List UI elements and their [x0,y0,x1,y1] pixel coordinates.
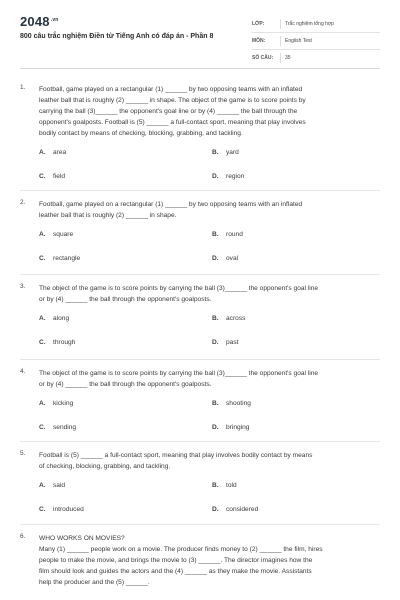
question-number: 3. [20,283,26,290]
meta-row-count [252,50,380,66]
option-letter: D. [212,255,219,262]
question-text: The object of the game is to score points by carrying the ball (3)______ the opponent's goal line or by (4) ______ the ball through the opponent's goalposts. [39,285,319,303]
option-letter: D. [212,339,219,346]
option-text: oval [226,255,239,262]
meta-table [252,16,380,66]
option-letter: B. [212,315,219,322]
option-text: square [53,231,74,238]
option-letter: D. [212,506,219,513]
question-4 [20,368,380,440]
option-b[interactable] [212,482,237,489]
meta-separator [280,36,281,46]
option-a[interactable] [39,315,69,322]
option-text: considered [226,506,259,513]
meta-separator [280,53,281,63]
option-text: introduced [53,506,84,513]
question-6 [20,533,380,588]
option-letter: B. [212,482,219,489]
options [39,400,380,440]
option-c[interactable] [39,506,84,513]
question-number: 6. [20,533,26,540]
option-d[interactable] [212,506,258,513]
option-text: past [226,339,239,346]
option-letter: C. [39,173,46,180]
option-text: field [53,173,66,180]
option-text: said [53,482,66,489]
option-text: bringing [226,424,250,431]
question-divider [20,524,380,525]
option-letter: C. [39,506,46,513]
option-c[interactable] [39,255,80,262]
question-1 [20,84,380,189]
brand-name: 2048 [20,14,50,29]
question-number: 1. [20,84,26,91]
option-letter: B. [212,231,219,238]
option-letter: A. [39,482,46,489]
option-letter: C. [39,255,46,262]
question-divider [20,274,380,275]
option-text: area [53,149,67,156]
option-text: sending [53,424,77,431]
question-text: Football is (5) ______ a full-contact sport, meaning that play involves bodily contact by means of checking, blocking, grabbing, and tackling. [39,452,313,470]
option-text: shooting [226,400,251,407]
meta-value: 35 [285,55,291,61]
meta-value: English Test [285,38,312,44]
question-2 [20,199,380,271]
option-b[interactable] [212,149,239,156]
options [39,482,380,522]
option-c[interactable] [39,339,75,346]
question-number: 5. [20,450,26,457]
option-letter: A. [39,231,46,238]
question-text: WHO WORKS ON MOVIES? Many (1) ______ people work on a movie. The producer finds money to (2) ______ the film, hires people to make the movie, and brings the movie to (3) ______. The director imagines how the film should look and guides the actors and the (4) ______ as they make the movie. Assistants help the producer and the (5) ______. [39,535,323,586]
option-letter: C. [39,339,46,346]
meta-separator [280,19,281,29]
question-text: Football, game played on a rectangular (1) ______ by two opposing teams with an inflated leather ball that is roughly (2) ______ in shape. [39,201,303,219]
option-letter: A. [39,400,46,407]
option-text: told [226,482,237,489]
option-letter: B. [212,149,219,156]
option-a[interactable] [39,482,65,489]
question-divider [20,441,380,442]
option-text: along [53,315,70,322]
option-b[interactable] [212,315,245,322]
option-a[interactable] [39,400,73,407]
option-letter: A. [39,315,46,322]
option-d[interactable] [212,173,244,180]
option-letter: C. [39,424,46,431]
option-text: region [226,173,245,180]
meta-key: SỐ CÂU: [252,55,274,61]
meta-row-class [252,16,380,33]
option-letter: B. [212,400,219,407]
option-d[interactable] [212,255,238,262]
meta-row-subject [252,33,380,50]
option-text: through [53,339,76,346]
meta-key: LỚP: [252,21,265,27]
question-number: 4. [20,368,26,375]
options [39,315,380,355]
option-text: kicking [53,400,74,407]
header-divider [20,68,380,69]
question-5 [20,450,380,522]
option-b[interactable] [212,400,251,407]
option-text: yard [226,149,239,156]
options [39,231,380,271]
option-d[interactable] [212,424,249,431]
option-a[interactable] [39,231,73,238]
question-text: Football, game played on a rectangular (1) ______ by two opposing teams with an inflated leather ball that is roughly (2) ______ in shape. The object of the game is to score points by carrying the ball (3)______ the opponent's goal line or by (4) ______ the ball through the opponent's goalposts. Football is (5) ______ a full-contact sport, meaning that play involves bodily contact by means of checking, blocking, grabbing, and tackling. [39,86,306,137]
option-text: rectangle [53,255,81,262]
option-c[interactable] [39,424,76,431]
option-letter: A. [39,149,46,156]
option-text: round [226,231,243,238]
options [39,149,380,189]
question-divider [20,190,380,191]
meta-key: MÔN: [252,38,266,44]
question-3 [20,283,380,355]
option-d[interactable] [212,339,238,346]
option-letter: D. [212,424,219,431]
brand-logo[interactable] [20,14,59,29]
option-c[interactable] [39,173,65,180]
document-title: 800 câu trắc nghiệm Điền từ Tiếng Anh có đáp án - Phần 8 [20,33,214,40]
option-text: across [226,315,246,322]
option-b[interactable] [212,231,243,238]
question-text: The object of the game is to score points by carrying the ball (3)______ the opponent's goal line or by (4) ______ the ball through the opponent's goalposts. [39,370,319,388]
brand-domain: .vn [50,17,59,23]
option-a[interactable] [39,149,66,156]
option-letter: D. [212,173,219,180]
question-divider [20,359,380,360]
question-number: 2. [20,199,26,206]
meta-value: Trắc nghiệm tổng hợp [285,21,334,27]
